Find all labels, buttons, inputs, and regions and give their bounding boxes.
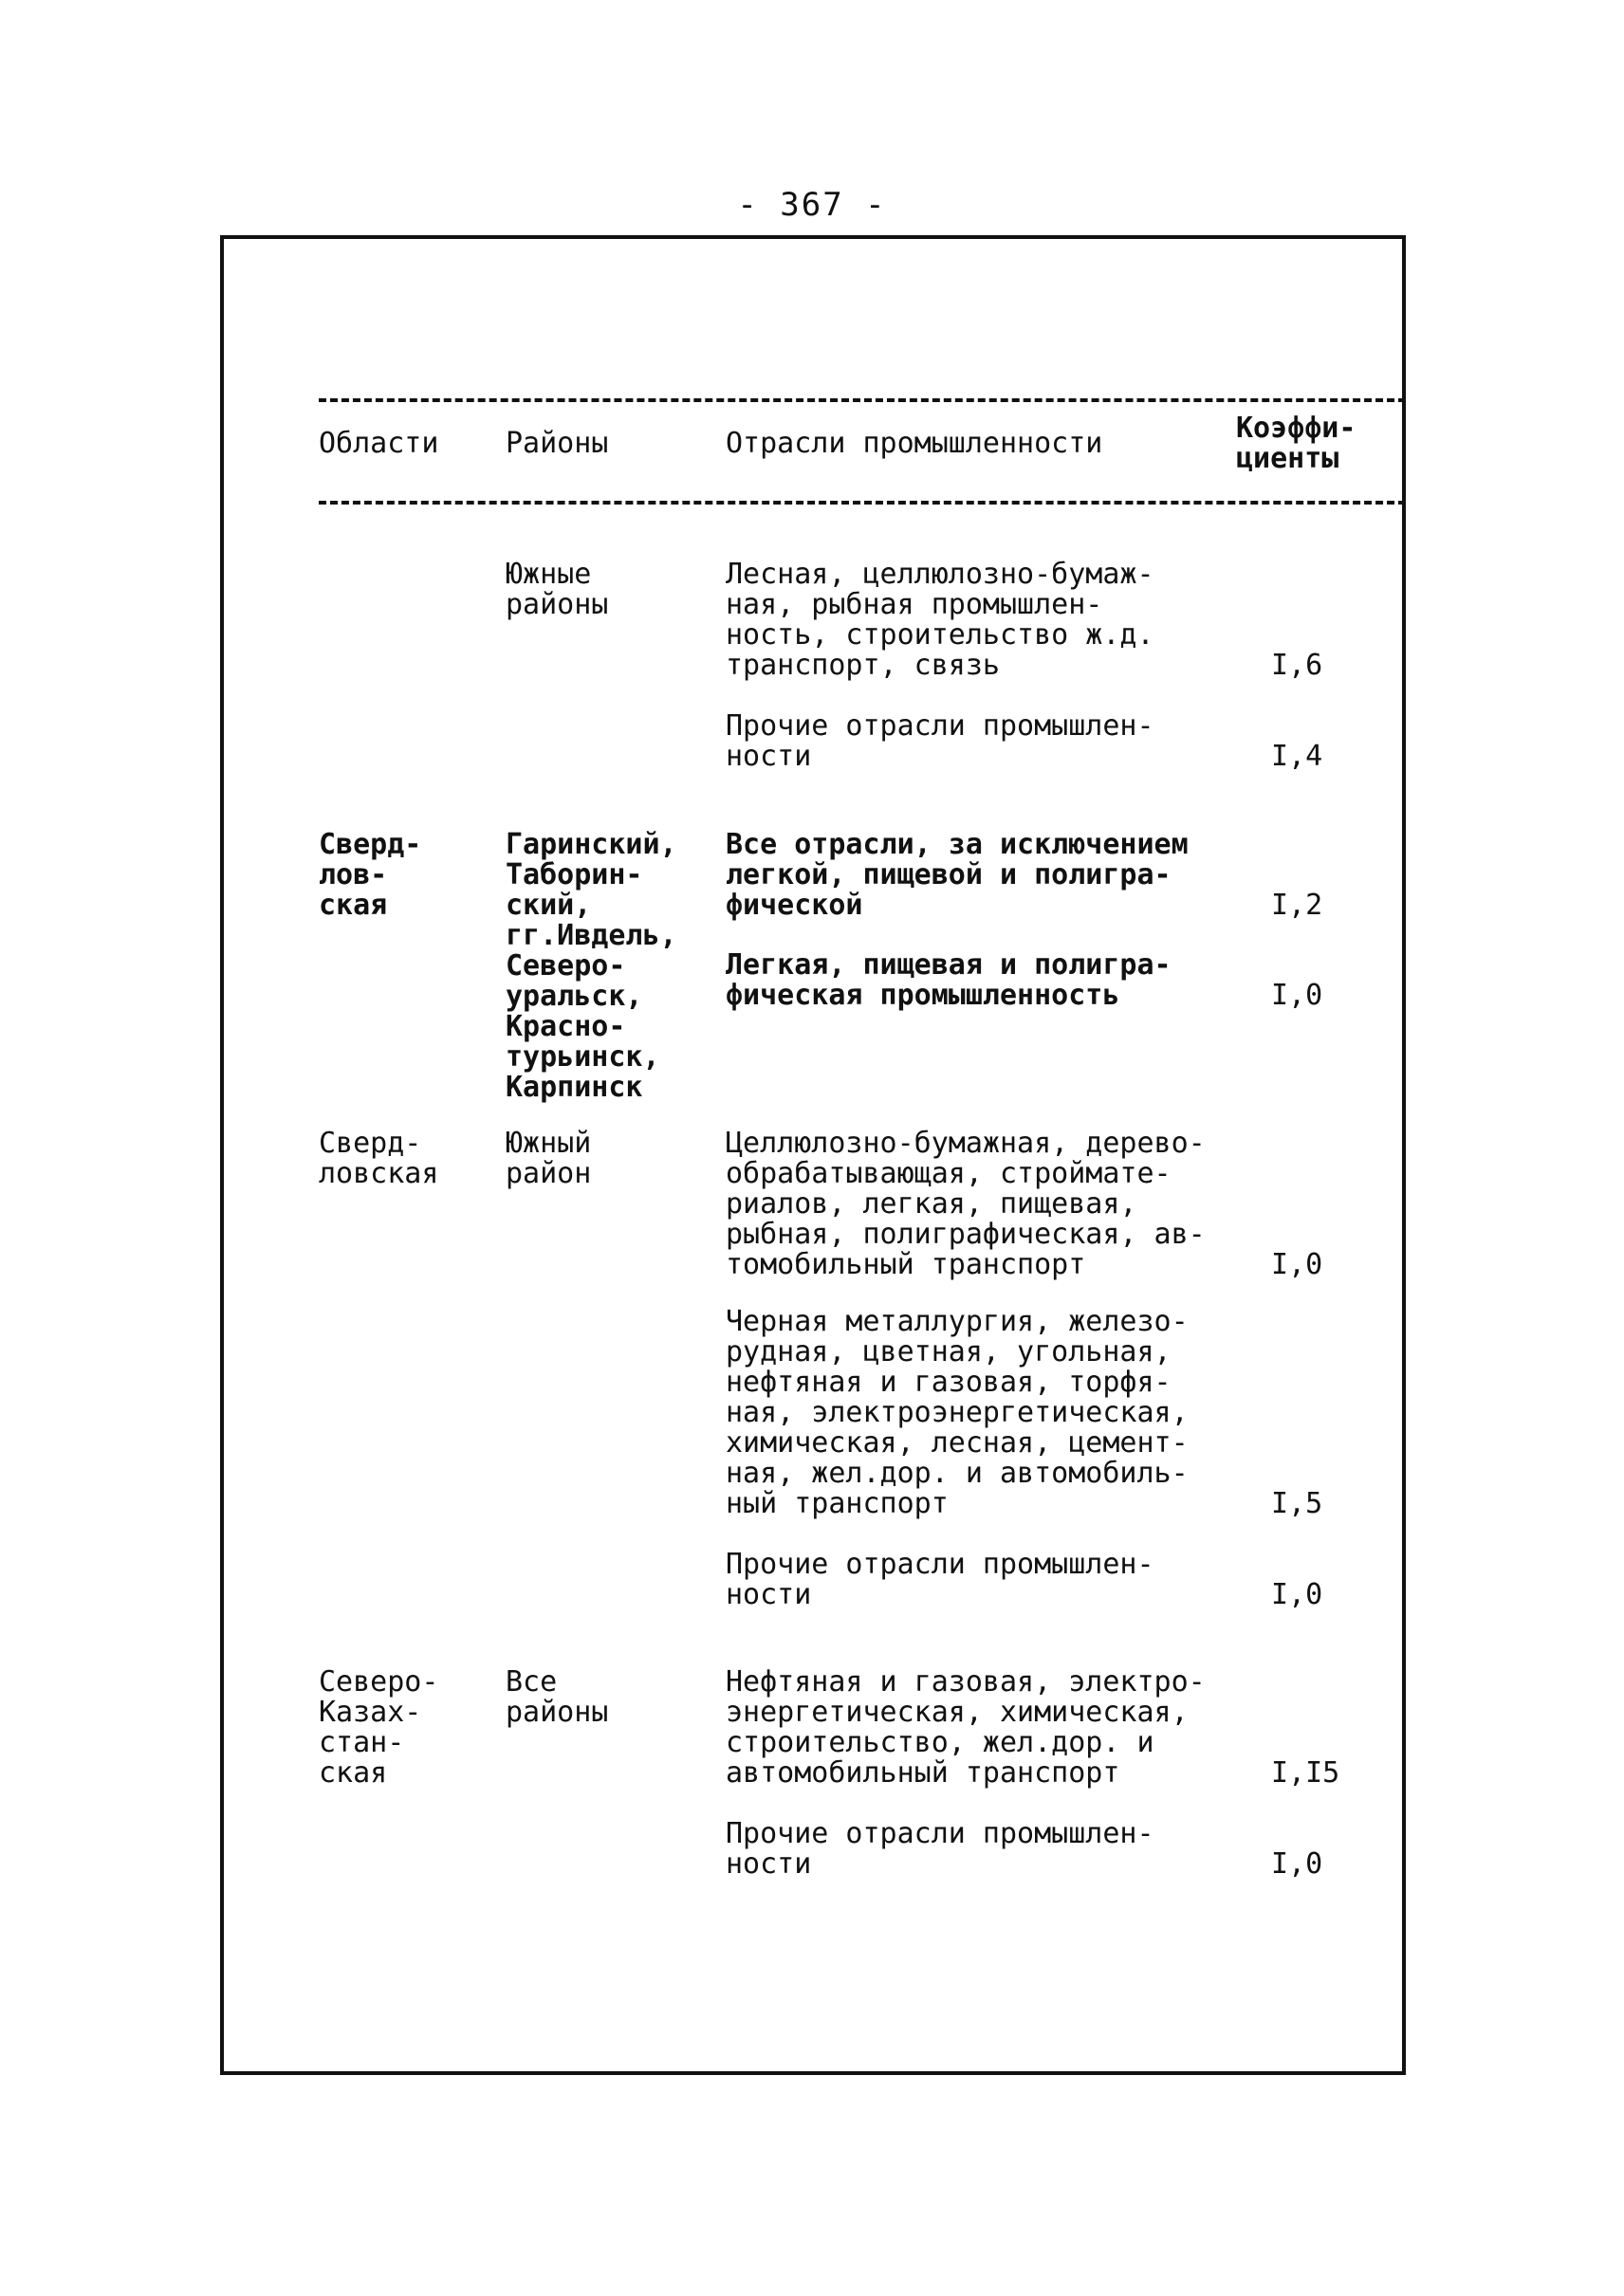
table-cell-industry: Легкая, пищевая и полигра- фическая промышленность bbox=[726, 948, 1172, 1012]
table-cell-region: Северо- Казах- стан- ская bbox=[319, 1665, 439, 1790]
table-cell-industry: Прочие отрасли промышлен- ности bbox=[726, 1817, 1154, 1881]
table-cell-coefficient: I,0 bbox=[1271, 1248, 1323, 1281]
table-cell-industry: Целлюлозно-бумажная, дерево- обрабатывающая, стройматe- риалов, легкая, пищевая, рыбная, полиграфическая, ав- томобильный транспорт bbox=[726, 1127, 1206, 1281]
table-cell-region: Сверд- ловская bbox=[319, 1127, 439, 1190]
table-cell-district: Южные районы bbox=[506, 558, 609, 621]
table-cell-coefficient: I,5 bbox=[1271, 1487, 1323, 1520]
table-cell-industry: Все отрасли, за исключением легкой, пищевой и полигра- фической bbox=[726, 828, 1189, 922]
table-cell-district: Гаринский, Таборин- ский, гг.Ивдель, Северо- уральск, Красно- турьинск, Карпинск bbox=[506, 828, 677, 1104]
table-cell-coefficient: I,0 bbox=[1271, 979, 1323, 1012]
table-cell-coefficient: I,4 bbox=[1271, 740, 1323, 773]
table-cell-coefficient: I,6 bbox=[1271, 649, 1323, 682]
table-cell-industry: Нефтяная и газовая, электро- энергетическая, химическая, строительство, жел.дор. и автомобильный транспорт bbox=[726, 1665, 1206, 1790]
header-bottom-rule bbox=[319, 501, 1406, 505]
table-cell-industry: Прочие отрасли промышлен- ности bbox=[726, 709, 1154, 773]
header-districts: Районы bbox=[506, 427, 609, 460]
page-number: - 367 - bbox=[737, 186, 887, 224]
table-cell-region: Сверд- лов- ская bbox=[319, 828, 422, 922]
table-cell-coefficient: I,2 bbox=[1271, 889, 1323, 922]
table-cell-coefficient: I,0 bbox=[1271, 1847, 1323, 1881]
header-top-rule bbox=[319, 398, 1406, 402]
table-cell-district: Все районы bbox=[506, 1665, 609, 1729]
header-coefficients: Коэффи- циенты bbox=[1236, 412, 1356, 475]
table-cell-industry: Черная металлургия, железо- рудная, цветная, угольная, нефтяная и газовая, торфя- ная, электроэнергетическая, химическая, лесная, цемент- ная, жел.дор. и автомобиль- ный транспорт bbox=[726, 1305, 1189, 1520]
table-cell-district: Южный район bbox=[506, 1127, 592, 1190]
header-industries: Отрасли промышленности bbox=[726, 427, 1103, 460]
table-cell-coefficient: I,I5 bbox=[1271, 1756, 1340, 1790]
table-cell-coefficient: I,0 bbox=[1271, 1578, 1323, 1611]
table-cell-industry: Лесная, целлюлозно-бумаж- ная, рыбная промышлен- ность, строительство ж.д. транспорт, связь bbox=[726, 558, 1154, 682]
table-cell-industry: Прочие отрасли промышлен- ности bbox=[726, 1548, 1154, 1611]
header-regions: Области bbox=[319, 427, 439, 460]
